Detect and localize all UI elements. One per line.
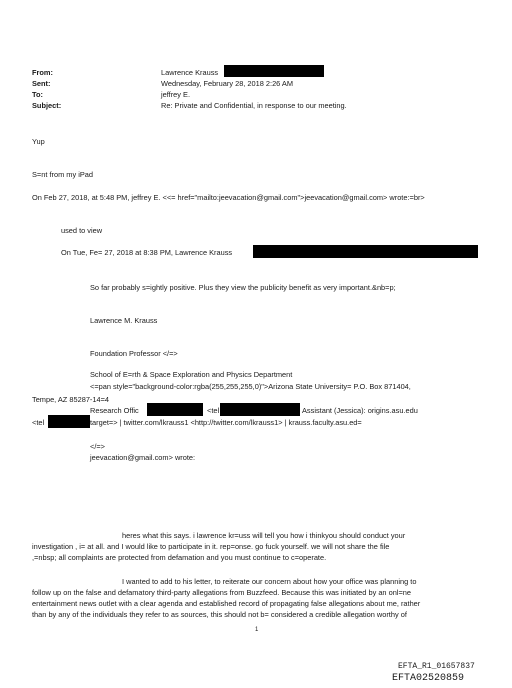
sent-value: Wednesday, February 28, 2018 2:26 AM (161, 79, 294, 88)
para2-line1: I wanted to add to his letter, to reiterate our concern about how your office was planning to (122, 577, 417, 586)
sent-label: Sent: (32, 79, 51, 88)
to-label: To: (32, 90, 43, 99)
bates-id-primary: EFTA_R1_01657837 (398, 662, 475, 671)
subject-label: Subject: (32, 101, 62, 110)
from-value: Lawrence Krauss (161, 68, 219, 77)
redaction-bar (220, 403, 300, 416)
quote2-assistant: Assistant (Jessica): origins.asu.edu (302, 406, 418, 415)
quote2-research-office: Research Offic (90, 406, 139, 415)
quote2-close: </=> (90, 442, 106, 451)
quote2-links: target=> | twitter.com/lkrauss1 <http://twitter.com/lkrauss1> | krauss.faculty.asu.ed= (90, 418, 362, 427)
reply-text: Yup (32, 137, 45, 146)
para2-line3: entertainment news outlet with a clear agenda and established record of propagating false allegations about me, rather (32, 599, 421, 608)
quote2-title: Foundation Professor </=> (90, 349, 178, 358)
redaction-bar (253, 245, 478, 258)
para1-line3: ,=nbsp; all complaints are protected from defamation and you must continue to c=operate. (32, 553, 327, 562)
quote2-name: Lawrence M. Krauss (90, 316, 158, 325)
quote2-header: On Tue, Fe= 27, 2018 at 8:38 PM, Lawrence Krauss (61, 248, 233, 257)
para1-line2: investigation , i= at all. and I would like to participate in it. rep=onse. go fuck yourself. we will not share the file (32, 542, 390, 551)
quote2-tel2: <tel (32, 418, 45, 427)
redaction-bar (48, 415, 90, 428)
quote2-tel1: <tel (207, 406, 220, 415)
quote2-span: <=pan style="background-color:rgba(255,255,255,0)">Arizona State University= P.O. Box 871404, (90, 382, 411, 391)
page-number: 1 (255, 627, 259, 633)
quote2-line1: So far probably s=ightly positive. Plus they view the publicity benefit as very important.&nb=p; (90, 283, 396, 292)
quote2-address: Tempe, AZ 85287-14=4 (32, 395, 110, 404)
redaction-bar (147, 403, 203, 416)
para2-line4: than by any of the individuals they refer to as sources, this should not b= considered a credible allegation worthy of (32, 610, 407, 619)
para1-line1: heres what this says. i lawrence kr=uss will tell you how i thinkyou should conduct your (122, 531, 406, 540)
quote1-header: On Feb 27, 2018, at 5:48 PM, jeffrey E. <<= href="mailto:jeevacation@gmail.com">jeevacation@gmail.com> wrote:=br> (32, 193, 425, 202)
bates-id-secondary: EFTA02520859 (392, 673, 465, 684)
quote2-email: jeevacation@gmail.com> wrote: (90, 453, 196, 462)
to-value: jeffrey E. (161, 90, 191, 99)
redaction-bar (224, 65, 324, 77)
from-label: From: (32, 68, 53, 77)
quote1-text: used to view (61, 226, 103, 235)
subject-value: Re: Private and Confidential, in response to our meeting. (161, 101, 347, 110)
para2-line2: follow up on the false and defamatory third-party allegations from Buzzfeed. Because this was initiated by an onl=ne (32, 588, 411, 597)
quote2-school: School of E=rth & Space Exploration and Physics Department (90, 370, 293, 379)
signature-text: S=nt from my iPad (32, 170, 93, 179)
